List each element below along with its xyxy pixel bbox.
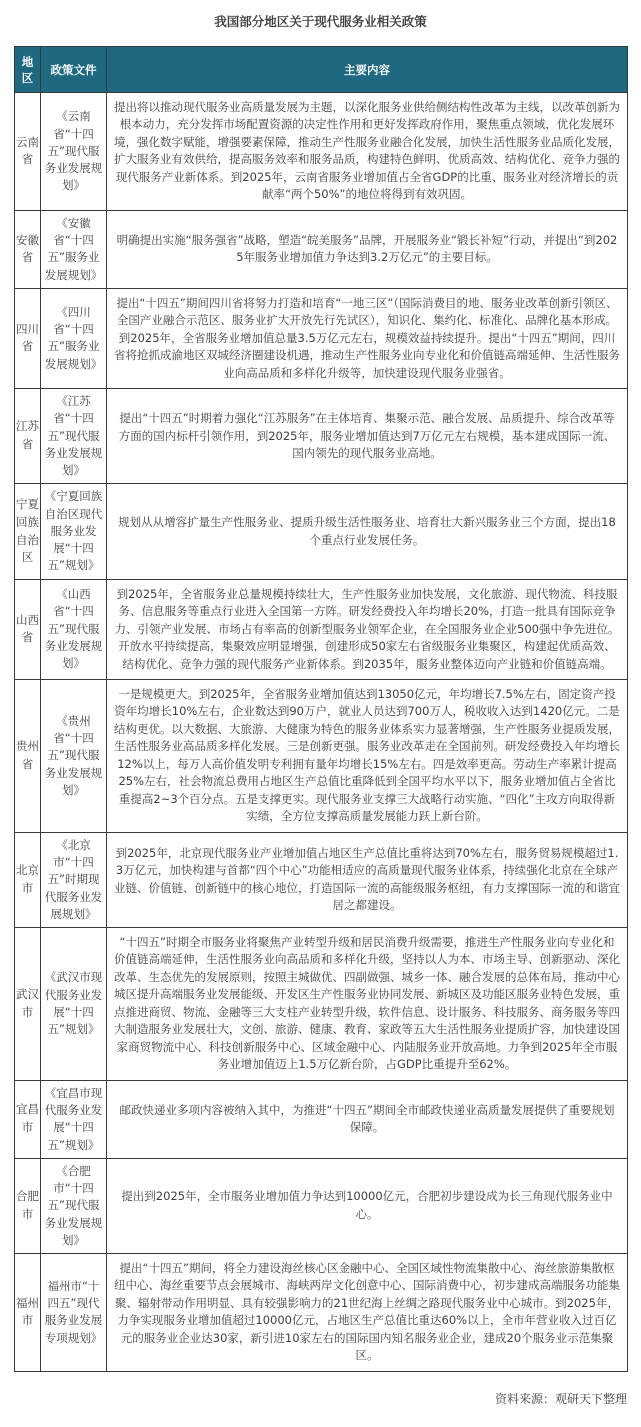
policy-doc-cell: 《山西省“十四五”现代服务业发展规划》 xyxy=(41,579,107,679)
content-cell: “十四五”时期全市服务业将聚焦产业转型升级和居民消费升级需要，推进生产性服务业向专业化和价值链高端延伸，生活性服务业向高品质和多样化升级，坚持以人为本、市场主导、创新驱动、深化改革、生态优先的发展原则，按照主城做优、四副做强、城乡一体、融合发展的总体布局，推动中心城区提升高端服务业发展能级、开发区生产性服务业协同发展、新城区及功能区服务业特色发展，重点推进商贸、物流、金融等三大支柱产业转型升级，软件信息、设计服务、科技服务、商务服务等四大制造服务业发展壮大，文创、旅游、健康、教育、家政等五大生活性服务业提质扩容，加快建设国家商贸物流中心、科技创新服务中心、区域金融中心、内陆服务业开放高地。力争到2025年全市服务业增加值迈上1.5万亿新台阶，占GDP比重提升至62%。 xyxy=(107,928,628,1081)
policy-doc-cell: 《宁夏回族自治区现代服务业发展“十四五”规划》 xyxy=(41,484,107,579)
table-row xyxy=(15,579,628,679)
source-attribution: 资料来源：观研天下整理 xyxy=(494,1391,627,1406)
content-cell: 到2025年，北京现代服务业产业增加值占地区生产总值比重将达到70%左右，服务贸易规模超过1.3万亿元，加快构建与首都“四个中心”功能相适应的高质量现代服务业体系，持续强化北京在全球产业链、价值链、创新链中的核心地位，打造国际一流的高能级服务枢纽，有力支撑国际一流的和谐宜居之都建设。 xyxy=(107,832,628,927)
content-cell: 提出“十四五”期间四川省将努力打造和培育“一地三区”（国际消费目的地、服务业改革创新引领区、全国产业融合示范区、服务业扩大开放先行先试区），知识化、集约化、标准化、品牌化基本形成。到2025年，全省服务业增加值总量3.5万亿元左右，规模效益持续提升。提出“十四五”期间，四川省将抢抓成渝地区双城经济圈建设机遇，推动生产性服务业向专业化和价值链高端延伸、生活性服务业向高品质和多样化升级等，加快建设现代服务业强省。 xyxy=(107,288,628,388)
policy-doc-cell: 《云南省“十四五”现代服务业发展规划》 xyxy=(41,93,107,211)
table-row xyxy=(15,832,628,927)
content-cell: 提出“十四五”期间，将全力建设海丝核心区金融中心、全国区域性物流集散中心、海丝旅游集散枢纽中心、海丝重要节点会展城市、海峡两岸文化创意中心、国际消费中心，初步建成高端服务功能集聚、辐射带动作用明显、具有较强影响力的21世纪海上丝绸之路现代服务业中心城市。到2025年，力争实现服务业增加值超过10000亿元，占地区生产总值比重达60%以上，全市年营业收入过百亿元的服务业企业达30家，新引进10家左右的国际国内知名服务业企业，建成20个服务业示范集聚区。 xyxy=(107,1254,628,1372)
table-row xyxy=(15,389,628,484)
region-cell: 宜昌市 xyxy=(15,1080,41,1158)
content-cell: 规划从从增容扩量生产性服务业、提质升级生活性服务业、培育壮大新兴服务业三个方面，提出18个重点行业发展任务。 xyxy=(107,484,628,579)
header-policy-doc: 政策文件 xyxy=(41,47,107,93)
policy-doc-cell: 《贵州省“十四五”现代服务业发展规划》 xyxy=(41,680,107,833)
region-cell: 云南省 xyxy=(15,93,41,211)
content-cell: 一是规模更大。到2025年，全省服务业增加值达到13050亿元，年均增长7.5%左右，固定资产投资年均增长10%左右，企业数达到90万户，就业人员达到700万人，税收收入达到1420亿元。二是结构更优。以大数据、大旅游、大健康为特色的服务业体系实力显著增强，生产性服务业提质发展，生活性服务业高品质多样化发展。三是创新更强。服务业改革走在全国前列。研发经费投入年均增长12%以上，每万人高价值发明专利拥有量年均增长15%左右。四是效率更高。劳动生产率累计提高25%左右，社会物流总费用占地区生产总值比重降低到全国平均水平以下，服务业增加值占全省比重提高2~3个百分点。五是支撑更实。现代服务业支撑三大战略行动实施、“四化”主攻方向取得新实绩，全方位支撑高质量发展能力跃上新台阶。 xyxy=(107,680,628,833)
region-cell: 合肥市 xyxy=(15,1158,41,1253)
content-cell: 邮政快递业多项内容被纳入其中，为推进“十四五”期间全市邮政快递业高质量发展提供了重要规划保障。 xyxy=(107,1080,628,1158)
region-cell: 武汉市 xyxy=(15,928,41,1081)
policy-table xyxy=(14,46,628,1372)
content-cell: 提出将以推动现代服务业高质量发展为主题，以深化服务业供给侧结构性改革为主线，以改革创新为根本动力，充分发挥市场配置资源的决定性作用和更好发挥政府作用，聚焦重点领域，优化发展环境，强化数字赋能，增强要素保障，推动生产性服务业融合化发展，加快生活性服务业品质化发展，扩大服务业有效供给，提高服务效率和服务品质，构建特色鲜明、优质高效、结构优化、竞争力强的现代服务产业新体系。到2025年，云南省服务业增加值占全省GDP的比重、服务业对经济增长的贡献率“两个50%”的地位将得到有效巩固。 xyxy=(107,93,628,211)
policy-doc-cell: 《北京市“十四五”时期现代服务业发展规划》 xyxy=(41,832,107,927)
table-row xyxy=(15,928,628,1081)
policy-doc-cell: 《宜昌市现代服务业发展“十四五”规划》 xyxy=(41,1080,107,1158)
policy-doc-cell: 福州市“十四五”现代服务业发展专项规划》 xyxy=(41,1254,107,1372)
table-row xyxy=(15,484,628,579)
region-cell: 宁夏回族自治区 xyxy=(15,484,41,579)
region-cell: 贵州省 xyxy=(15,680,41,833)
policy-doc-cell: 《江苏省“十四五”现代服务业发展规划》 xyxy=(41,389,107,484)
policy-doc-cell: 《武汉市现代服务业发展“十四五”规划》 xyxy=(41,928,107,1081)
table-row xyxy=(15,680,628,833)
region-cell: 安徽省 xyxy=(15,210,41,288)
region-cell: 北京市 xyxy=(15,832,41,927)
region-cell: 福州市 xyxy=(15,1254,41,1372)
page-title: 我国部分地区关于现代服务业相关政策 xyxy=(214,14,427,29)
policy-doc-cell: 《合肥市“十四五”现代服务业发展规划》 xyxy=(41,1158,107,1253)
header-main-content: 主要内容 xyxy=(107,47,628,93)
table-row xyxy=(15,1080,628,1158)
region-cell: 山西省 xyxy=(15,579,41,679)
content-cell: 提出“十四五”时期着力强化“江苏服务”在主体培育、集聚示范、融合发展、品质提升、综合改革等方面的国内标杆引领作用，到2025年，服务业增加值达到7万亿元左右规模，基本建成国际一流、国内领先的现代服务业高地。 xyxy=(107,389,628,484)
policy-doc-cell: 《四川省“十四五”服务业发展规划》 xyxy=(41,288,107,388)
table-row xyxy=(15,93,628,211)
table-row xyxy=(15,1158,628,1253)
header-region: 地区 xyxy=(15,47,41,93)
region-cell: 四川省 xyxy=(15,288,41,388)
table-row xyxy=(15,288,628,388)
policy-doc-cell: 《安徽省“十四五”服务业发展规划》 xyxy=(41,210,107,288)
table-row xyxy=(15,210,628,288)
table-row xyxy=(15,1254,628,1372)
content-cell: 明确提出实施“服务强省”战略，塑造“皖美服务”品牌，开展服务业“锻长补短”行动，并提出“到2025年服务业增加值力争达到3.2万亿元”的主要目标。 xyxy=(107,210,628,288)
region-cell: 江苏省 xyxy=(15,389,41,484)
content-cell: 到2025年，全省服务业总量规模持续壮大，生产性服务业加快发展，文化旅游、现代物流、科技服务、信息服务等重点行业进入全国第一方阵。研发经费投入年均增长20%，打造一批具有国际竞争力、引领产业发展、市场占有率高的创新型服务业领军企业，在全国服务业企业500强中争先进位。开放水平持续提高，集聚效应明显增强，创建形成50家左右省级服务业集聚区，构建起优质高效、结构优化、竞争力强的现代服务产业新体系。到2035年，服务业整体迈向产业链和价值链高端。 xyxy=(107,579,628,679)
table-header-row xyxy=(15,47,628,93)
content-cell: 提出到2025年，全市服务业增加值力争达到10000亿元，合肥初步建设成为长三角现代服务业中心。 xyxy=(107,1158,628,1253)
